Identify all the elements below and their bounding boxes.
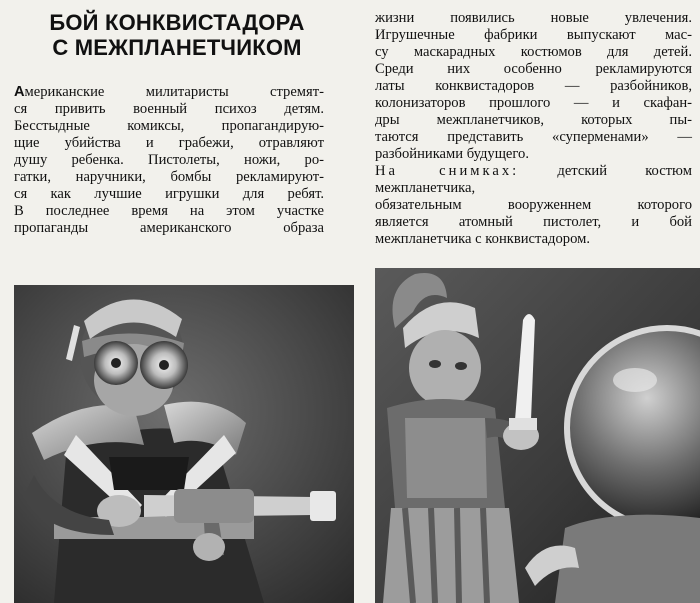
text-line: жизни появились новые увлечения.	[375, 10, 692, 26]
left-column-text	[14, 84, 324, 237]
text-line: колонизаторов прошлого — и скафан-	[375, 95, 692, 111]
text-line: ся привить военный психоз детям.	[14, 101, 324, 117]
text-line: латы конквистадоров — разбойников,	[375, 78, 692, 94]
text-line: пропаганды американского образа	[14, 220, 324, 236]
text-line: межпланетчика с конквистадором.	[375, 231, 590, 247]
text-line: обязательным вооруженнем которого	[375, 197, 692, 213]
text-line: разбойниками будущего.	[375, 146, 529, 162]
text-line: Среди них особенно рекламируются	[375, 61, 692, 77]
caption-label: На снимках:	[375, 163, 520, 179]
conquistador-illustration	[375, 268, 700, 603]
text-line	[14, 84, 324, 101]
text-line: В последнее время на этом участке	[14, 203, 324, 219]
headline-line-2: С МЕЖПЛАНЕТЧИКОМ	[52, 35, 302, 60]
photo-space-costume-child	[14, 285, 354, 603]
photo-conquistador-vs-spaceman	[375, 268, 700, 603]
text-line: щие убийства и грабежи, отравляют	[14, 135, 324, 151]
text-line	[375, 163, 692, 197]
text-line-content: детский костюм межпланетчика,	[375, 163, 693, 196]
text-line: является атомный пистолет, и бой	[375, 214, 692, 230]
right-column-text	[375, 10, 692, 248]
text-line: таются представить «суперменами» —	[375, 129, 692, 145]
text-line: душу ребенка. Пистолеты, ножи, ро-	[14, 152, 324, 168]
text-line: Игрушечные фабрики выпускают мас-	[375, 27, 692, 43]
text-line-content: мериканские милитаристы стремят-	[24, 84, 324, 100]
text-line: ся как лучшие игрушки для ребят.	[14, 186, 324, 202]
text-line: дры межпланетчиков, которых пы-	[375, 112, 692, 128]
drop-cap: А	[14, 84, 25, 100]
text-line: Бесстыдные комиксы, пропагандирую-	[14, 118, 324, 134]
text-line: су маскарадных костюмов для детей.	[375, 44, 692, 60]
text-line: гатки, наручники, бомбы рекламируют-	[14, 169, 324, 185]
space-costume-illustration	[14, 285, 354, 603]
article-headline	[14, 10, 340, 60]
headline-line-1: БОЙ КОНКВИСТАДОРА	[49, 10, 305, 35]
